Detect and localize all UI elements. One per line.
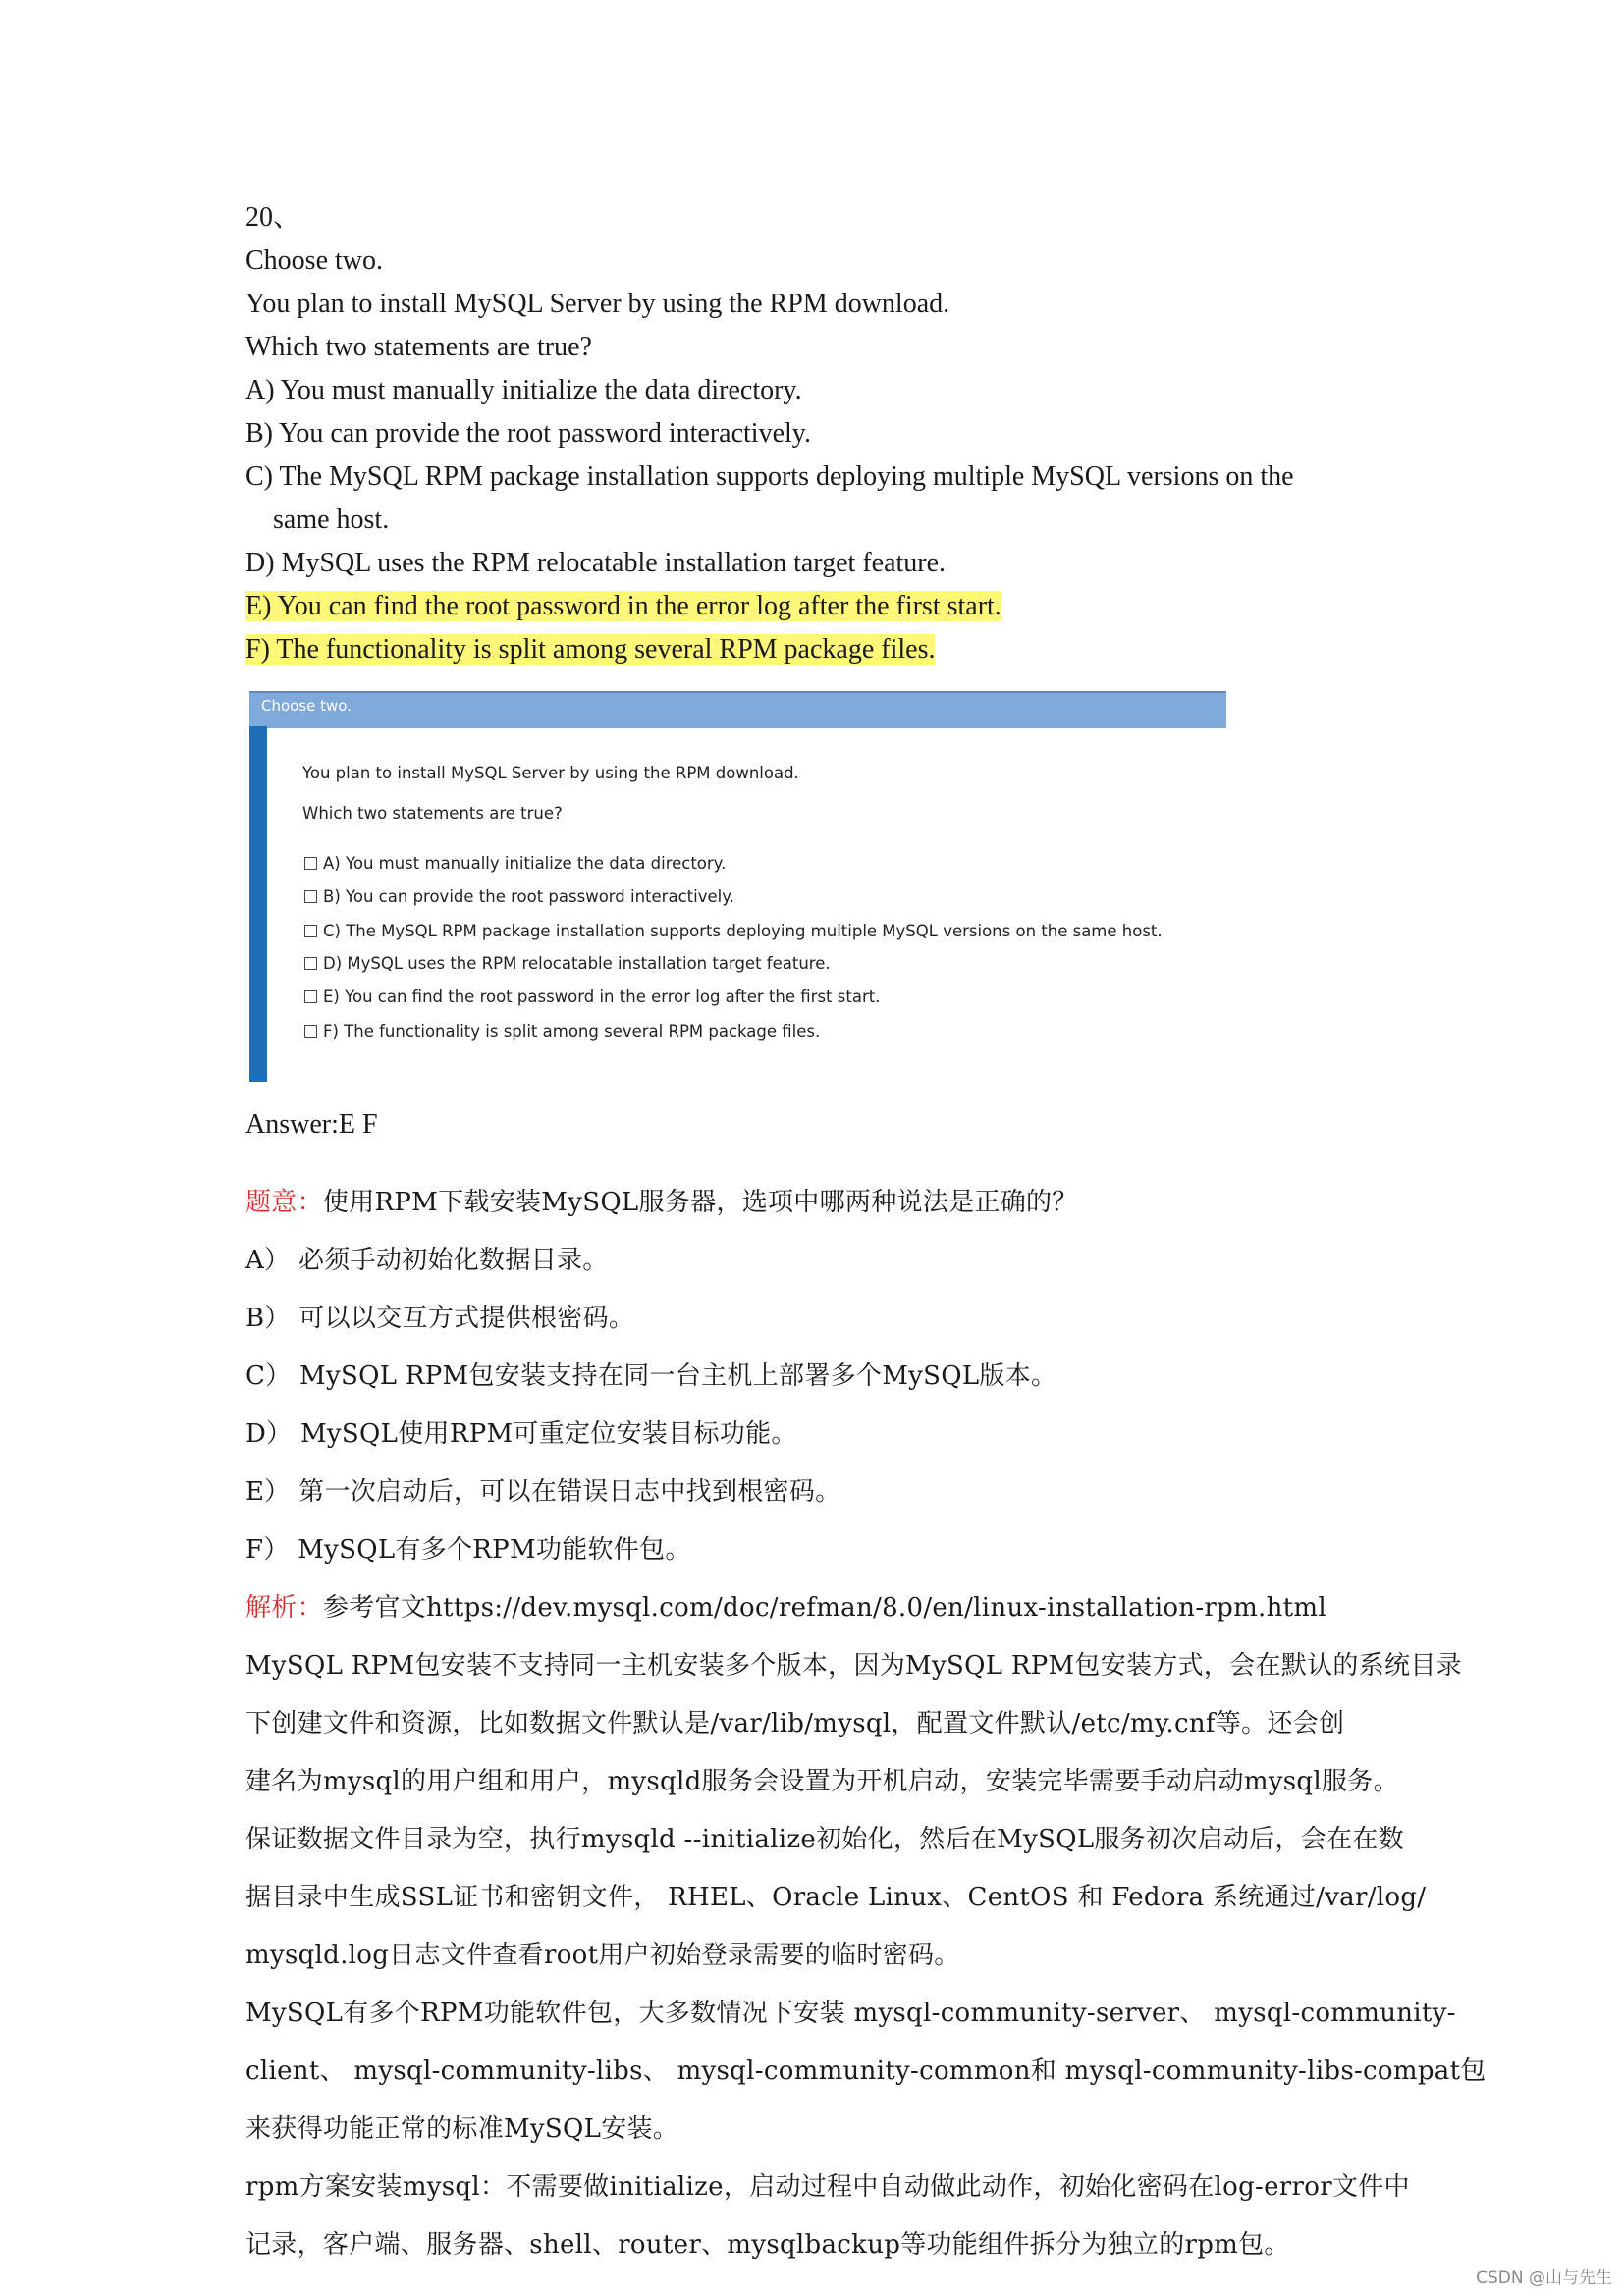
analysis-line: 下创建文件和资源，比如数据文件默认是/var/lib/mysql，配置文件默认/etc/my.cnf等。还会创 bbox=[245, 1709, 1345, 1738]
screenshot-header-text: Choose two. bbox=[261, 697, 352, 715]
option-c: C) The MySQL RPM package installation supports deploying multiple MySQL versions on the bbox=[245, 461, 1294, 492]
screenshot-header-bar bbox=[249, 691, 1226, 728]
translation-option-a: A） 必须手动初始化数据目录。 bbox=[245, 1246, 609, 1275]
translation-label: 题意： bbox=[245, 1188, 323, 1217]
checkbox-icon bbox=[304, 957, 317, 970]
option-e-highlighted: E) You can find the root password in the error log after the first start. bbox=[245, 591, 1001, 621]
analysis-reference: 参考官文https://dev.mysql.com/doc/refman/8.0/en/linux-installation-rpm.html bbox=[322, 1593, 1326, 1623]
screenshot-stem: You plan to install MySQL Server by using the RPM download. bbox=[302, 764, 799, 782]
exam-screenshot bbox=[249, 691, 1226, 1082]
screenshot-option-a: A) You must manually initialize the data directory. bbox=[304, 854, 726, 873]
option-d: D) MySQL uses the RPM relocatable installation target feature. bbox=[245, 548, 947, 578]
translation-option-b: B） 可以以交互方式提供根密码。 bbox=[245, 1304, 635, 1333]
option-a: A) You must manually initialize the data directory. bbox=[245, 375, 802, 405]
translation-text: 使用RPM下载安装MySQL服务器，选项中哪两种说法是正确的？ bbox=[322, 1188, 1078, 1217]
option-b: B) You can provide the root password interactively. bbox=[245, 418, 811, 449]
translation-option-c: C） MySQL RPM包安装支持在同一台主机上部署多个MySQL版本。 bbox=[245, 1362, 1057, 1391]
checkbox-icon bbox=[304, 990, 317, 1003]
watermark-footer: CSDN @山与先生 bbox=[1476, 2269, 1612, 2288]
question-instruction: Choose two. bbox=[245, 245, 383, 276]
checkbox-icon bbox=[304, 857, 317, 870]
screenshot-option-b: B) You can provide the root password interactively. bbox=[304, 887, 734, 906]
screenshot-option-f: F) The functionality is split among several RPM package files. bbox=[304, 1022, 820, 1041]
checkbox-icon bbox=[304, 925, 317, 937]
analysis-line: client、 mysql-community-libs、 mysql-community-common和 mysql-community-libs-compat包 bbox=[245, 2056, 1487, 2086]
question-number: 20、 bbox=[245, 202, 301, 233]
analysis-line: MySQL RPM包安装不支持同一主机安装多个版本，因为MySQL RPM包安装方式，会在默认的系统目录 bbox=[245, 1651, 1462, 1681]
question-stem: You plan to install MySQL Server by using the RPM download. bbox=[245, 289, 950, 319]
checkbox-icon bbox=[304, 890, 317, 903]
translation-option-e: E） 第一次启动后，可以在错误日志中找到根密码。 bbox=[245, 1477, 841, 1507]
analysis-line: MySQL有多个RPM功能软件包，大多数情况下安装 mysql-community-server、 mysql-community- bbox=[245, 1999, 1456, 2028]
analysis-line: 据目录中生成SSL证书和密钥文件， RHEL、Oracle Linux、CentOS 和 Fedora 系统通过/var/log/ bbox=[245, 1883, 1427, 1912]
screenshot-option-e: E) You can find the root password in the error log after the first start. bbox=[304, 988, 880, 1006]
analysis-line: 保证数据文件目录为空，执行mysqld --initialize初始化，然后在MySQL服务初次启动后，会在在数 bbox=[245, 1825, 1404, 1854]
screenshot-side-bar bbox=[249, 726, 267, 1082]
screenshot-option-c: C) The MySQL RPM package installation supports deploying multiple MySQL versions on the same host. bbox=[304, 922, 1163, 940]
analysis-line: 来获得功能正常的标准MySQL安装。 bbox=[245, 2114, 679, 2144]
translation-option-d: D） MySQL使用RPM可重定位安装目标功能。 bbox=[245, 1419, 797, 1449]
analysis-heading bbox=[245, 1579, 1522, 1637]
translation-heading bbox=[245, 1174, 1522, 1232]
screenshot-prompt: Which two statements are true? bbox=[302, 804, 563, 823]
analysis-line: rpm方案安装mysql：不需要做initialize，启动过程中自动做此动作，初始化密码在log-error文件中 bbox=[245, 2172, 1410, 2202]
document-page bbox=[245, 196, 1522, 2274]
checkbox-icon bbox=[304, 1025, 317, 1038]
option-f-highlighted: F) The functionality is split among several RPM package files. bbox=[245, 634, 936, 665]
analysis-line: 记录，客户端、服务器、shell、router、mysqlbackup等功能组件拆分为独立的rpm包。 bbox=[245, 2230, 1290, 2260]
answer-line: Answer:E F bbox=[245, 1109, 378, 1140]
question-prompt: Which two statements are true? bbox=[245, 332, 592, 362]
analysis-label: 解析： bbox=[245, 1593, 323, 1623]
option-c-continued: same host. bbox=[273, 505, 390, 535]
translation-option-f: F） MySQL有多个RPM功能软件包。 bbox=[245, 1535, 691, 1565]
analysis-line: 建名为mysql的用户组和用户，mysqld服务会设置为开机启动，安装完毕需要手动启动mysql服务。 bbox=[245, 1767, 1399, 1796]
screenshot-option-d: D) MySQL uses the RPM relocatable installation target feature. bbox=[304, 954, 831, 973]
analysis-line: mysqld.log日志文件查看root用户初始登录需要的临时密码。 bbox=[245, 1941, 960, 1970]
